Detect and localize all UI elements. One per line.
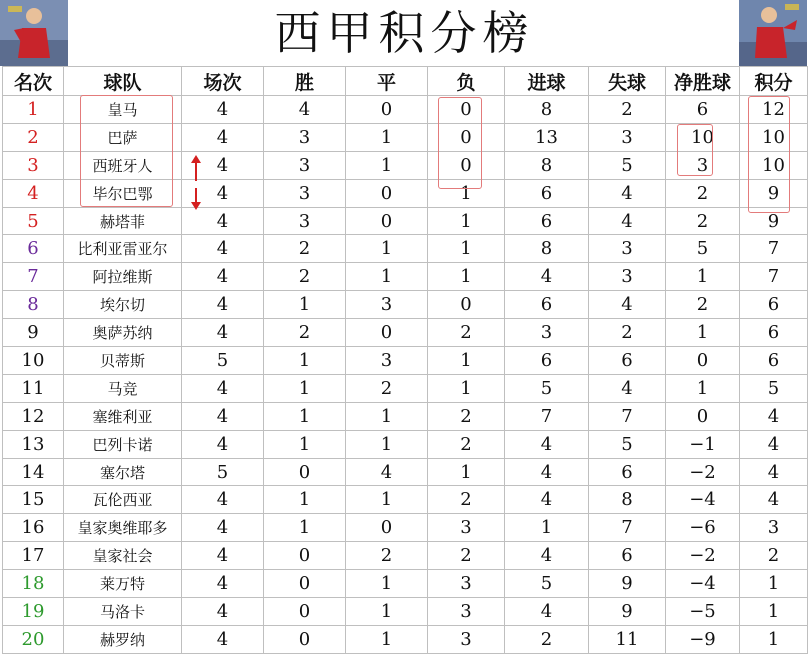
points-cell: 6	[740, 291, 808, 319]
table-row	[3, 598, 808, 626]
table-row	[3, 374, 808, 402]
points-cell: 4	[740, 402, 808, 430]
points-cell: 1	[740, 598, 808, 626]
goals-for-cell: 1	[505, 514, 589, 542]
table-row	[3, 151, 808, 179]
header-goals-for: 进球	[505, 67, 589, 96]
drawn-cell: 3	[346, 347, 428, 375]
table-row	[3, 347, 808, 375]
team-cell: 塞维利亚	[64, 402, 182, 430]
rank-cell: 3	[3, 151, 64, 179]
lost-cell: 2	[428, 486, 505, 514]
goals-for-cell: 4	[505, 598, 589, 626]
won-cell: 2	[264, 319, 346, 347]
goals-for-cell: 8	[505, 235, 589, 263]
lost-cell: 3	[428, 625, 505, 653]
table-row	[3, 263, 808, 291]
played-cell: 4	[182, 402, 264, 430]
lost-cell: 0	[428, 123, 505, 151]
won-cell: 1	[264, 402, 346, 430]
rank-cell: 10	[3, 347, 64, 375]
goal-difference-cell: 1	[666, 319, 740, 347]
header-points: 积分	[740, 67, 808, 96]
rank-cell: 17	[3, 542, 64, 570]
won-cell: 0	[264, 598, 346, 626]
table-row	[3, 486, 808, 514]
team-cell: 皇家社会	[64, 542, 182, 570]
team-cell: 巴萨	[64, 123, 182, 151]
played-cell: 4	[182, 96, 264, 124]
goals-for-cell: 4	[505, 430, 589, 458]
goals-for-cell: 7	[505, 402, 589, 430]
goal-difference-cell: 0	[666, 402, 740, 430]
goal-difference-cell: 6	[666, 96, 740, 124]
lost-cell: 1	[428, 263, 505, 291]
played-cell: 5	[182, 458, 264, 486]
goals-for-cell: 6	[505, 179, 589, 207]
team-cell: 埃尔切	[64, 291, 182, 319]
header-goal-difference: 净胜球	[666, 67, 740, 96]
points-cell: 9	[740, 179, 808, 207]
lost-cell: 0	[428, 291, 505, 319]
goal-difference-cell: 0	[666, 347, 740, 375]
won-cell: 1	[264, 486, 346, 514]
table-row	[3, 319, 808, 347]
header-goals-against: 失球	[589, 67, 666, 96]
goals-for-cell: 13	[505, 123, 589, 151]
team-cell: 皇马	[64, 96, 182, 124]
points-cell: 4	[740, 430, 808, 458]
lost-cell: 2	[428, 542, 505, 570]
played-cell: 5	[182, 347, 264, 375]
page-title: 西甲积分榜	[274, 6, 535, 60]
header-rank: 名次	[3, 67, 64, 96]
table-row	[3, 123, 808, 151]
goal-difference-cell: −2	[666, 458, 740, 486]
drawn-cell: 2	[346, 374, 428, 402]
goal-difference-cell: 2	[666, 291, 740, 319]
goals-against-cell: 6	[589, 458, 666, 486]
won-cell: 0	[264, 458, 346, 486]
goals-for-cell: 2	[505, 625, 589, 653]
goal-difference-cell: 10	[666, 123, 740, 151]
rank-cell: 1	[3, 96, 64, 124]
lost-cell: 2	[428, 402, 505, 430]
goals-against-cell: 9	[589, 570, 666, 598]
drawn-cell: 0	[346, 179, 428, 207]
goals-for-cell: 4	[505, 263, 589, 291]
rank-cell: 20	[3, 625, 64, 653]
team-cell: 赫罗纳	[64, 625, 182, 653]
team-cell: 比利亚雷亚尔	[64, 235, 182, 263]
goals-against-cell: 5	[589, 430, 666, 458]
lost-cell: 3	[428, 570, 505, 598]
goal-difference-cell: −5	[666, 598, 740, 626]
played-cell: 4	[182, 179, 264, 207]
played-cell: 4	[182, 123, 264, 151]
won-cell: 4	[264, 96, 346, 124]
lost-cell: 2	[428, 319, 505, 347]
team-cell: 阿拉维斯	[64, 263, 182, 291]
team-cell: 贝蒂斯	[64, 347, 182, 375]
goals-against-cell: 3	[589, 263, 666, 291]
goals-against-cell: 8	[589, 486, 666, 514]
played-cell: 4	[182, 542, 264, 570]
rank-cell: 18	[3, 570, 64, 598]
drawn-cell: 1	[346, 598, 428, 626]
points-cell: 2	[740, 542, 808, 570]
won-cell: 2	[264, 263, 346, 291]
won-cell: 2	[264, 235, 346, 263]
header-drawn: 平	[346, 67, 428, 96]
goal-difference-cell: −1	[666, 430, 740, 458]
drawn-cell: 1	[346, 486, 428, 514]
rank-cell: 4	[3, 179, 64, 207]
goals-for-cell: 6	[505, 347, 589, 375]
rank-cell: 2	[3, 123, 64, 151]
points-cell: 3	[740, 514, 808, 542]
header-lost: 负	[428, 67, 505, 96]
team-cell: 巴列卡诺	[64, 430, 182, 458]
played-cell: 4	[182, 151, 264, 179]
goal-difference-cell: 2	[666, 207, 740, 235]
team-cell: 毕尔巴鄂	[64, 179, 182, 207]
points-cell: 9	[740, 207, 808, 235]
drawn-cell: 1	[346, 123, 428, 151]
table-row	[3, 458, 808, 486]
drawn-cell: 0	[346, 514, 428, 542]
table-row	[3, 207, 808, 235]
goal-difference-cell: −2	[666, 542, 740, 570]
team-cell: 马洛卡	[64, 598, 182, 626]
won-cell: 0	[264, 625, 346, 653]
drawn-cell: 3	[346, 291, 428, 319]
table-row	[3, 570, 808, 598]
won-cell: 3	[264, 207, 346, 235]
team-cell: 莱万特	[64, 570, 182, 598]
goals-for-cell: 3	[505, 319, 589, 347]
goals-for-cell: 6	[505, 207, 589, 235]
table-row	[3, 430, 808, 458]
goals-for-cell: 4	[505, 542, 589, 570]
lost-cell: 1	[428, 179, 505, 207]
lost-cell: 2	[428, 430, 505, 458]
played-cell: 4	[182, 374, 264, 402]
table-row	[3, 235, 808, 263]
points-cell: 4	[740, 486, 808, 514]
table-row	[3, 291, 808, 319]
won-cell: 1	[264, 514, 346, 542]
rank-cell: 8	[3, 291, 64, 319]
points-cell: 10	[740, 151, 808, 179]
won-cell: 3	[264, 179, 346, 207]
drawn-cell: 1	[346, 151, 428, 179]
goal-difference-cell: −9	[666, 625, 740, 653]
table-row	[3, 179, 808, 207]
goals-against-cell: 9	[589, 598, 666, 626]
goals-for-cell: 4	[505, 486, 589, 514]
goal-difference-cell: 5	[666, 235, 740, 263]
drawn-cell: 1	[346, 430, 428, 458]
points-cell: 7	[740, 263, 808, 291]
lost-cell: 1	[428, 374, 505, 402]
standings-table	[2, 66, 808, 654]
table-row	[3, 96, 808, 124]
rank-cell: 14	[3, 458, 64, 486]
lost-cell: 0	[428, 151, 505, 179]
goals-against-cell: 2	[589, 96, 666, 124]
goals-against-cell: 6	[589, 542, 666, 570]
points-cell: 12	[740, 96, 808, 124]
table-row	[3, 514, 808, 542]
lost-cell: 0	[428, 96, 505, 124]
rank-cell: 11	[3, 374, 64, 402]
won-cell: 1	[264, 374, 346, 402]
table-row	[3, 402, 808, 430]
goals-for-cell: 5	[505, 570, 589, 598]
table-row	[3, 625, 808, 653]
goal-difference-cell: 2	[666, 179, 740, 207]
title-row	[0, 0, 809, 66]
won-cell: 1	[264, 347, 346, 375]
played-cell: 4	[182, 291, 264, 319]
goals-against-cell: 5	[589, 151, 666, 179]
rank-cell: 5	[3, 207, 64, 235]
goals-against-cell: 2	[589, 319, 666, 347]
points-cell: 4	[740, 458, 808, 486]
rank-cell: 13	[3, 430, 64, 458]
lost-cell: 1	[428, 207, 505, 235]
goals-for-cell: 8	[505, 96, 589, 124]
goals-against-cell: 3	[589, 123, 666, 151]
goals-against-cell: 3	[589, 235, 666, 263]
team-cell: 塞尔塔	[64, 458, 182, 486]
team-cell: 西班牙人	[64, 151, 182, 179]
won-cell: 1	[264, 291, 346, 319]
goals-against-cell: 7	[589, 402, 666, 430]
table-row	[3, 542, 808, 570]
rank-cell: 12	[3, 402, 64, 430]
team-cell: 马竞	[64, 374, 182, 402]
played-cell: 4	[182, 235, 264, 263]
played-cell: 4	[182, 207, 264, 235]
lost-cell: 3	[428, 514, 505, 542]
goals-against-cell: 4	[589, 179, 666, 207]
rank-cell: 16	[3, 514, 64, 542]
team-cell: 皇家奥维耶多	[64, 514, 182, 542]
played-cell: 4	[182, 514, 264, 542]
lost-cell: 1	[428, 235, 505, 263]
drawn-cell: 1	[346, 625, 428, 653]
header-won: 胜	[264, 67, 346, 96]
goal-difference-cell: −4	[666, 486, 740, 514]
goal-difference-cell: −6	[666, 514, 740, 542]
goals-against-cell: 4	[589, 291, 666, 319]
played-cell: 4	[182, 430, 264, 458]
drawn-cell: 1	[346, 235, 428, 263]
team-cell: 赫塔菲	[64, 207, 182, 235]
played-cell: 4	[182, 319, 264, 347]
header-played: 场次	[182, 67, 264, 96]
won-cell: 0	[264, 542, 346, 570]
rank-cell: 19	[3, 598, 64, 626]
drawn-cell: 0	[346, 207, 428, 235]
lost-cell: 3	[428, 598, 505, 626]
points-cell: 6	[740, 319, 808, 347]
won-cell: 3	[264, 123, 346, 151]
points-cell: 1	[740, 570, 808, 598]
goals-against-cell: 11	[589, 625, 666, 653]
goals-for-cell: 8	[505, 151, 589, 179]
points-cell: 10	[740, 123, 808, 151]
header-team: 球队	[64, 67, 182, 96]
won-cell: 1	[264, 430, 346, 458]
played-cell: 4	[182, 598, 264, 626]
goal-difference-cell: −4	[666, 570, 740, 598]
won-cell: 0	[264, 570, 346, 598]
points-cell: 6	[740, 347, 808, 375]
lost-cell: 1	[428, 458, 505, 486]
goal-difference-cell: 1	[666, 374, 740, 402]
goals-against-cell: 6	[589, 347, 666, 375]
rank-cell: 15	[3, 486, 64, 514]
goals-against-cell: 4	[589, 374, 666, 402]
drawn-cell: 2	[346, 542, 428, 570]
lost-cell: 1	[428, 347, 505, 375]
points-cell: 5	[740, 374, 808, 402]
team-cell: 奥萨苏纳	[64, 319, 182, 347]
goal-difference-cell: 3	[666, 151, 740, 179]
points-cell: 7	[740, 235, 808, 263]
drawn-cell: 4	[346, 458, 428, 486]
drawn-cell: 1	[346, 570, 428, 598]
rank-cell: 6	[3, 235, 64, 263]
goals-for-cell: 4	[505, 458, 589, 486]
drawn-cell: 0	[346, 96, 428, 124]
goals-for-cell: 6	[505, 291, 589, 319]
drawn-cell: 1	[346, 402, 428, 430]
rank-cell: 7	[3, 263, 64, 291]
goals-against-cell: 4	[589, 207, 666, 235]
team-cell: 瓦伦西亚	[64, 486, 182, 514]
drawn-cell: 0	[346, 319, 428, 347]
goals-against-cell: 7	[589, 514, 666, 542]
won-cell: 3	[264, 151, 346, 179]
drawn-cell: 1	[346, 263, 428, 291]
rank-cell: 9	[3, 319, 64, 347]
played-cell: 4	[182, 625, 264, 653]
header-row	[3, 67, 808, 96]
played-cell: 4	[182, 263, 264, 291]
points-cell: 1	[740, 625, 808, 653]
goal-difference-cell: 1	[666, 263, 740, 291]
played-cell: 4	[182, 570, 264, 598]
played-cell: 4	[182, 486, 264, 514]
goals-for-cell: 5	[505, 374, 589, 402]
